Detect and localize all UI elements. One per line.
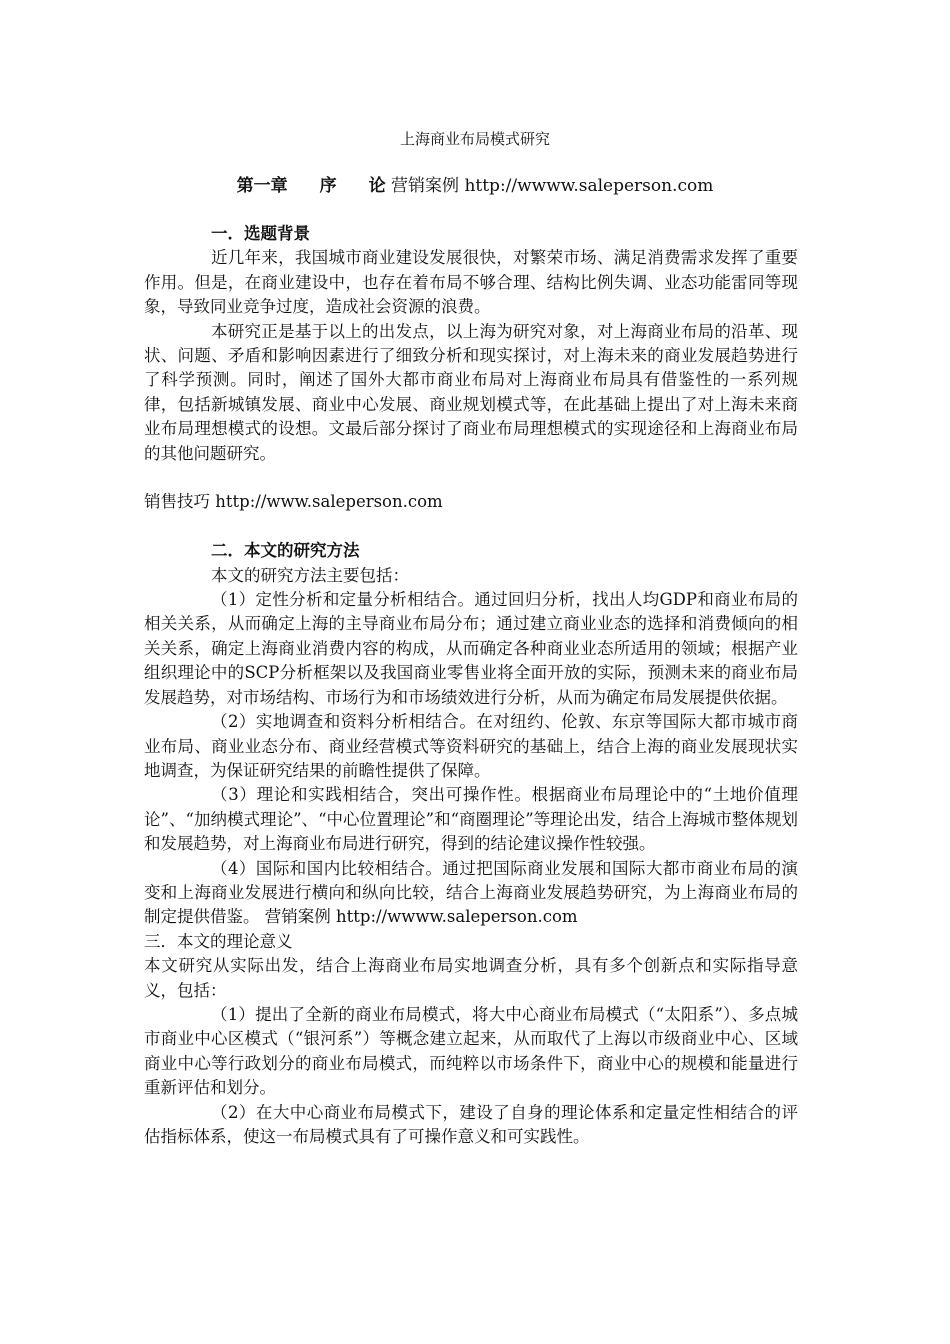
section-2-method-2: （2）实地调查和资料分析相结合。在对纽约、伦敦、东京等国际大都市城市商业布局、商业业态分布、商业经营模式等资料研究的基础上，结合上海的商业发展现状实地调查，为保证研究结果的前瞻性提供了保障。 xyxy=(144,712,798,780)
section-2-method-3: （3）理论和实践相结合，突出可操作性。根据商业布局理论中的“土地价值理论”、“加纳模式理论”、“中心位置理论”和“商圈理论”等理论出发，结合上海城市整体规划和发展趋势，对上海商业布局进行研究，得到的结论建议操作性较强。 xyxy=(144,785,798,854)
section-3-point-1: （1）提出了全新的商业布局模式，将大中心商业布局模式（“太阳系”）、多点城市商业中心区模式（“银河系”）等概念建立起来，从而取代了上海以市级商业中心、区域商业中心等行政划分的商业布局模式，而纯粹以市场条件下，商业中心的规模和能量进行重新评估和划分。 xyxy=(144,1004,798,1098)
document-title: 上海商业布局模式研究 xyxy=(399,130,550,148)
section-3-intro: 本文研究从实际出发，结合上海商业布局实地调查分析，具有多个创新点和实际指导意义，包括： xyxy=(144,956,798,1000)
section-1-heading: 一．选题背景 xyxy=(211,224,310,243)
ad-line: 销售技巧 http://www.saleperson.com xyxy=(144,492,443,512)
chapter-label: 第一章 xyxy=(236,176,288,196)
chapter-heading xyxy=(0,173,950,199)
section-2-method-1: （1）定性分析和定量分析相结合。通过回归分析，找出人均GDP和商业布局的相关关系，从而确定上海的主导商业布局分布；通过建立商业业态的选择和消费倾向的相关关系，确定上海商业消费内容的构成，从而确定各种商业业态所适用的领域；根据产业组织理论中的SCP分析框架以及我国商业零售业将全面开放的实际，预测未来的商业布局发展趋势，对市场结构、市场行为和市场绩效进行分析，从而为确定布局发展提供依据。 xyxy=(144,590,798,707)
document-body xyxy=(144,222,798,1149)
chapter-word-2: 论 xyxy=(368,176,386,196)
chapter-word-1: 序 xyxy=(319,176,337,196)
section-2-heading: 二．本文的研究方法 xyxy=(211,541,360,561)
section-2-method-4: （4）国际和国内比较相结合。通过把国际商业发展和国际大都市商业布局的演变和上海商业发展进行横向和纵向比较，结合上海商业发展趋势研究，为上海商业布局的制定提供借鉴。 营销案例 http://wwww.saleperson.com xyxy=(144,858,798,927)
section-2-intro: 本文的研究方法主要包括： xyxy=(211,565,409,585)
section-1-paragraph-1: 近几年来，我国城市商业建设发展很快，对繁荣市场、满足消费需求发挥了重要作用。但是，在商业建设中，也存在着布局不够合理、结构比例失调、业态功能雷同等现象，导致同业竞争过度，造成社会资源的浪费。 xyxy=(144,248,798,317)
section-3-heading: 三．本文的理论意义 xyxy=(144,931,293,951)
section-1-paragraph-2: 本研究正是基于以上的出发点，以上海为研究对象，对上海商业布局的沿革、现状、问题、矛盾和影响因素进行了细致分析和现实探讨，对上海未来的商业发展趋势进行了科学预测。同时，阐述了国外大都市商业布局对上海商业布局具有借鉴性的一系列规律，包括新城镇发展、商业中心发展、商业规划模式等，在此基础上提出了对上海未来商业布局理想模式的设想。文最后部分探讨了商业布局理想模式的实现途径和上海商业布局的其他问题研究。 xyxy=(144,321,798,463)
section-3-point-2: （2）在大中心商业布局模式下，建设了自身的理论体系和定量定性相结合的评估指标体系，使这一布局模式具有了可操作意义和可实践性。 xyxy=(144,1102,798,1146)
chapter-ad-text: 营销案例 http://wwww.saleperson.com xyxy=(385,176,714,196)
